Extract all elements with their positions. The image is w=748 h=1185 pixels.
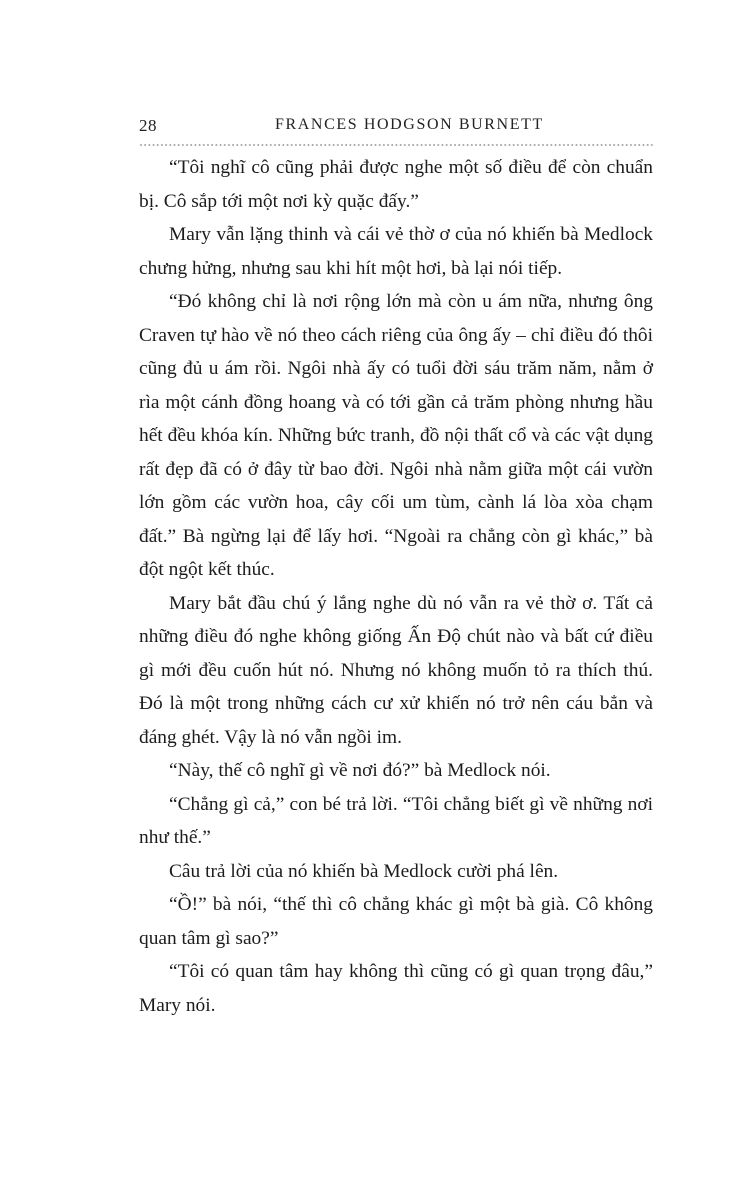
- paragraph: Mary vẫn lặng thinh và cái vẻ thờ ơ của nó khiến bà Medlock chưng hửng, nhưng sau khi hít một hơi, bà lại nói tiếp.: [139, 224, 653, 279]
- page-header: [139, 116, 653, 144]
- paragraph: “Chẳng gì cả,” con bé trả lời. “Tôi chẳng biết gì về những nơi như thế.”: [139, 793, 653, 848]
- paragraph: “Này, thế cô nghĩ gì về nơi đó?” bà Medlock nói.: [169, 760, 551, 781]
- header-dotted-rule: [139, 143, 653, 147]
- paragraph: Mary bắt đầu chú ý lắng nghe dù nó vẫn ra vẻ thờ ơ. Tất cả những điều đó nghe không giống Ấn Độ chút nào và bất cứ điều gì mới đều cuốn hút nó. Nhưng nó không muốn tỏ ra thích thú. Đó là một trong những cách cư xử khiến nó trở nên cáu bẳn và đáng ghét. Vậy là nó vẫn ngồi im.: [139, 592, 653, 748]
- paragraph: “Đó không chỉ là nơi rộng lớn mà còn u ám nữa, nhưng ông Craven tự hào về nó theo cách riêng của ông ấy – chỉ điều đó thôi cũng đủ u ám rồi. Ngôi nhà ấy có tuổi đời sáu trăm năm, nằm ở rìa một cánh đồng hoang và có tới gần cả trăm phòng nhưng hầu hết đều khóa kín. Những bức tranh, đồ nội thất cổ và các vật dụng rất đẹp đã có ở đây từ bao đời. Ngôi nhà nằm giữa một cái vườn lớn gồm các vườn hoa, cây cối um tùm, cành lá lòa xòa chạm đất.” Bà ngừng lại để lấy hơi. “Ngoài ra chẳng còn gì khác,” bà đột ngột kết thúc.: [139, 291, 653, 580]
- page-number: 28: [139, 116, 157, 135]
- paragraph: “Tôi có quan tâm hay không thì cũng có gì quan trọng đâu,” Mary nói.: [139, 961, 653, 1016]
- paragraph: “Ồ!” bà nói, “thế thì cô chẳng khác gì một bà già. Cô không quan tâm gì sao?”: [139, 894, 653, 949]
- body-text: [139, 151, 653, 1022]
- paragraph: Câu trả lời của nó khiến bà Medlock cười phá lên.: [169, 860, 559, 882]
- running-head-author: FRANCES HODGSON BURNETT: [275, 116, 544, 133]
- paragraph: “Tôi nghĩ cô cũng phải được nghe một số điều để còn chuẩn bị. Cô sắp tới một nơi kỳ quặc đấy.”: [139, 157, 653, 212]
